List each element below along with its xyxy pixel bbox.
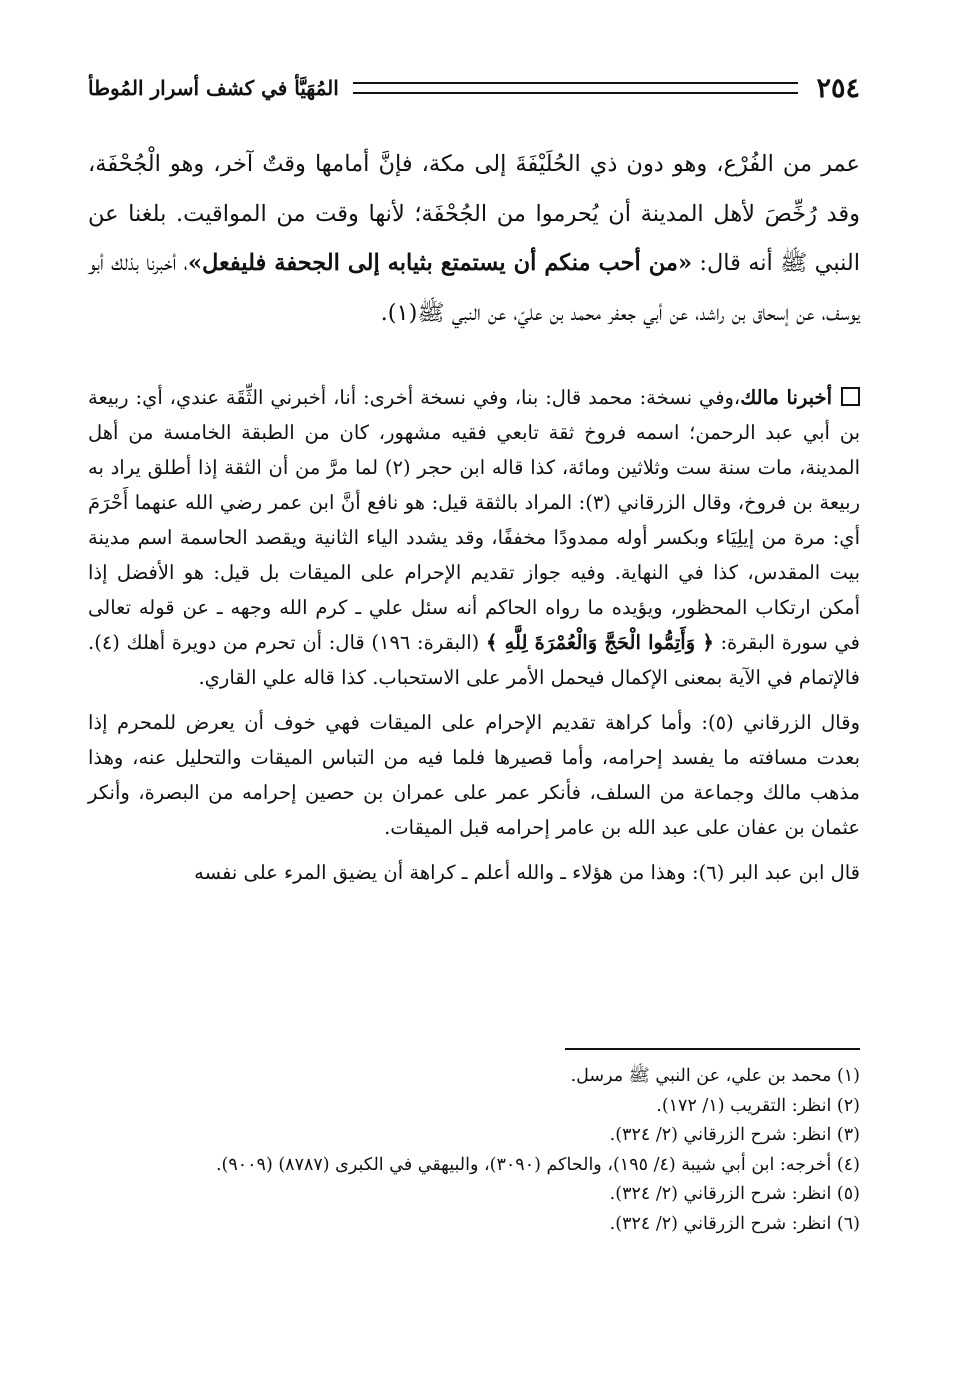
footnote-separator bbox=[565, 1048, 860, 1050]
commentary-paragraph bbox=[88, 380, 860, 695]
footnote: (١) محمد بن علي، عن النبي ﷺ مرسل. bbox=[570, 1066, 860, 1086]
commentary-lead: أخبرنا مالك bbox=[740, 386, 832, 409]
commentary-text-continued: (البقرة: ١٩٦) قال: أن تحرم من دويرة أهلك (٤). فالإتمام في الآية بمعنى الإكمال فيحمل الأمر على الاستحباب. كذا قاله علي القاري. bbox=[88, 631, 860, 689]
commentary-text: ،وفي نسخة: محمد قال: بنا، وفي نسخة أخرى: أنا، أخبرني الثِّقَة عندي، أي: ربيعة بن أبي عبد الرحمن؛ اسمه فروخ ثقة تابعي فقيه مشهور، كان من الطبقة الخامسة من أهل المدينة، مات سنة ست وثلاثين ومائة، كذا قاله ابن حجر (٢) لما مرَّ من أن الثقة إذا أطلق يراد به ربيعة بن فروخ، وقال الزرقاني (٣): المراد بالثقة قيل: هو نافع أنَّ ابن عمر رضي الله عنهما أَحْرَمَ أي: مرة من إيلِيَاء وبكسر أوله ممدودًا مخففًا، وقد يشدد الياء الثانية ويقصد الحاسمة اسم مدينة بيت المقدس، كذا في النهاية. وفيه جواز تقديم الإحرام على الميقات بل قيل: هو الأفضل إذا أمكن ارتكاب المحظور، ويؤيده ما رواه الحاكم أنه سئل علي ـ كرم الله وجهه ـ عن قوله تعالى في سورة البقرة: bbox=[88, 386, 861, 654]
quran-verse: ﴿ وَأَتِمُّوا الْحَجَّ وَالْعُمْرَةَ لِلَّهِ ﴾ bbox=[485, 631, 714, 654]
square-marker-icon bbox=[841, 387, 860, 406]
page-header bbox=[88, 68, 860, 108]
footnote: (٣) انظر: شرح الزرقاني (٢/ ٣٢٤). bbox=[609, 1125, 860, 1145]
main-text-part1: عمر من الفُرْع، وهو دون ذي الحُلَيْفَةَ إلى مكة، فإنَّ أمامها وقتٌ آخر، وهو الْجُحْفَة، وقد رُخِّصَ لأهل المدينة أن يُحرموا من الجُحْفَة؛ لأنها وقت من المواقيت. بلغنا عن النبي ﷺ أنه قال: bbox=[88, 151, 861, 276]
page-number: ٢٥٤ bbox=[816, 72, 860, 104]
hadith-quote: «من أحب منكم أن يستمتع بثيابه إلى الجحفة فليفعل» bbox=[187, 250, 693, 276]
header-rule bbox=[353, 82, 799, 94]
footnote: (٢) انظر: التقريب (١/ ١٧٢). bbox=[656, 1095, 860, 1116]
main-text-part2: ، أخبرنا بذلك أبو يوسف، عن إسحاق بن راشد، عن أبي جعفر محمد بن عليّ، عن النبي ﷺ(١). bbox=[88, 250, 860, 326]
commentary bbox=[88, 380, 860, 890]
commentary-paragraph-2: وقال الزرقاني (٥): وأما كراهة تقديم الإحرام على الميقات فهي خوف أن يعرض للمحرم إذا بعدت مسافته ما يفسد إحرامه، وأما قصيرها فلما فيه من التباس الميقات والتحليل عنه، وهذا مذهب مالك وجماعة من السلف، فأنكر عمر على عمران بن حصين إحرامه من البصرة، وأنكر عثمان بن عفان على عبد الله بن عامر إحرامه قبل الميقات. bbox=[88, 711, 860, 839]
footnote: (٦) انظر: شرح الزرقاني (٢/ ٣٢٤). bbox=[609, 1213, 860, 1234]
footnote: (٤) أخرجه: ابن أبي شيبة (٤/ ١٩٥)، والحاكم (٣٠٩٠)، والبيهقي في الكبرى (٨٧٨٧) (٩٠٠٩). bbox=[215, 1154, 860, 1175]
footnote: (٥) انظر: شرح الزرقاني (٢/ ٣٢٤). bbox=[609, 1184, 860, 1204]
main-text bbox=[88, 140, 860, 338]
footnotes bbox=[88, 1062, 860, 1239]
commentary-paragraph-3: قال ابن عبد البر (٦): وهذا من هؤلاء ـ والله أعلم ـ كراهة أن يضيق المرء على نفسه bbox=[194, 861, 860, 884]
running-title: المُهَيَّأ في كشف أسرار المُوطأ bbox=[88, 76, 339, 100]
